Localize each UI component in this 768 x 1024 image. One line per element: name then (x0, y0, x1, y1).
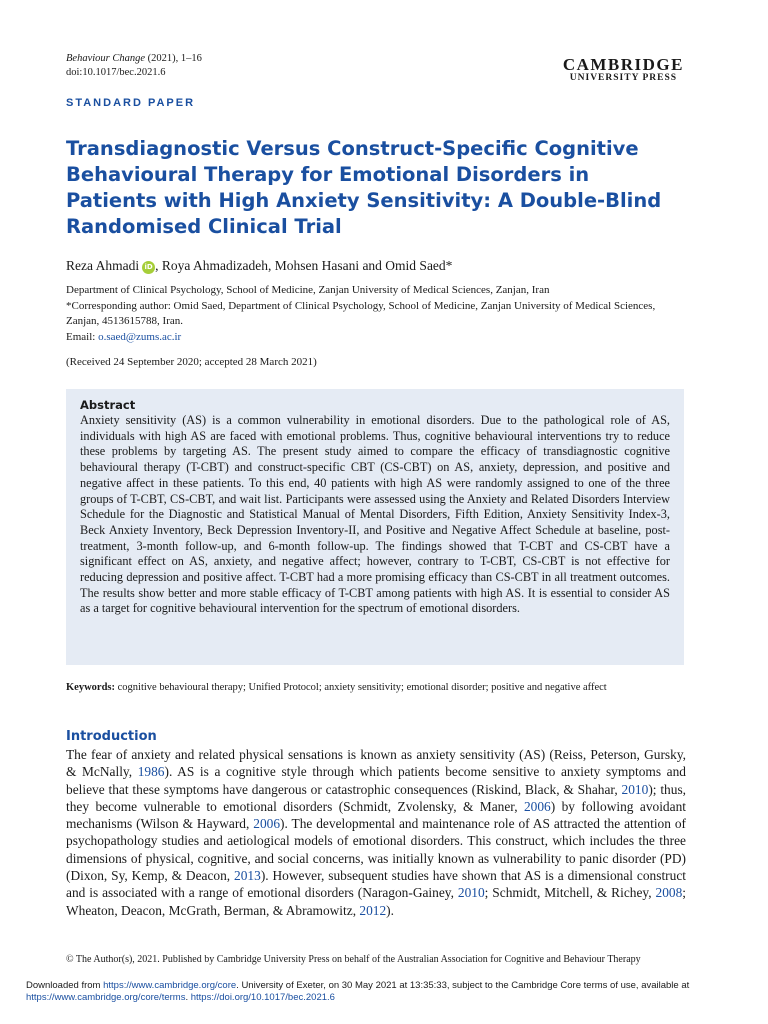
email-link[interactable]: o.saed@zums.ac.ir (98, 330, 182, 343)
abstract-heading: Abstract (80, 398, 136, 412)
author-list (66, 257, 452, 275)
introduction-paragraph (66, 746, 686, 919)
download-footer (26, 980, 746, 1004)
text-run: ; Schmidt, Mitchell, & Richey, (484, 885, 656, 901)
journal-doi: doi:10.1017/bec.2021.6 (66, 67, 166, 78)
footer-doi-link[interactable]: https://doi.org/10.1017/bec.2021.6 (190, 992, 335, 1003)
article-title: Transdiagnostic Versus Construct-Specific Cognitive Behavioural Therapy for Emotional Disorders in Patients with High Anxiety Sensitivity: A Double-Blind Randomised Clinical Trial (66, 137, 662, 238)
keywords-label: Keywords: (66, 682, 115, 693)
text-run: ). AS is a cognitive style through which patients become sensitive to anxiety symptoms and believe that these symptoms have dangerous or catastrophic consequences (Riskind, Black, & Shahar, (66, 764, 686, 797)
text-run: The fear of anxiety and related physical sensations is known as anxiety sensitivity (AS) (Reiss, Peterson, Gursky, & McNally, (66, 747, 686, 780)
citation-link[interactable]: 2006 (523, 798, 551, 814)
abstract-box (66, 389, 684, 665)
footer-terms-link[interactable]: https://www.cambridge.org/core/terms (26, 992, 186, 1003)
orcid-icon[interactable]: iD (142, 261, 155, 274)
journal-issue: (2021), 1–16 (145, 53, 202, 64)
text-run: ). The developmental and maintenance role of AS attracted the attention of psychopathology studies and aetiological models of emotional disorders. This construct, which includes the three dimensions of physical, cognitive, and social concerns, was initially known as vulnerability to panic disorder (PD) (Dixon, Sy, Kemp, & Deacon, (66, 816, 687, 884)
corresponding-author: *Corresponding author: Omid Saed, Department of Clinical Psychology, School of Medicine, Zanjan University of Medical Sciences, Zanjan, 4513615788, Iran. (66, 299, 656, 327)
keywords-text: cognitive behavioural therapy; Unified Protocol; anxiety sensitivity; emotional disorder; positive and negative affect (115, 682, 607, 693)
footer-text: . (185, 992, 191, 1003)
author-rest: , Roya Ahmadizadeh, Mohsen Hasani and Omid Saed* (155, 258, 453, 273)
text-run: ). However, subsequent studies have shown that AS is a dimensional construct and is associated with a range of emotional disorders (Naragon-Gainey, (66, 868, 686, 901)
publisher-logo (563, 56, 684, 84)
publisher-subname: UNIVERSITY PRESS (569, 73, 678, 83)
citation-link[interactable]: 2010 (457, 885, 485, 901)
affiliation-department: Department of Clinical Psychology, School of Medicine, Zanjan University of Medical Sciences, Zanjan, Iran (66, 284, 550, 296)
author-first: Reza Ahmadi (66, 258, 140, 273)
footer-core-link[interactable]: https://www.cambridge.org/core (103, 980, 237, 991)
copyright-notice: © The Author(s), 2021. Published by Cambridge University Press on behalf of the Australian Association for Cognitive and Behaviour Therapy (66, 954, 641, 965)
introduction-heading: Introduction (66, 729, 157, 744)
citation-link[interactable]: 2010 (621, 781, 649, 797)
text-run: ) by following avoidant mechanisms (Wilson & Hayward, (66, 798, 686, 832)
email-line (66, 330, 686, 346)
article-type-label: STANDARD PAPER (66, 97, 196, 109)
journal-name: Behaviour Change (66, 53, 146, 64)
text-run: ). (386, 902, 394, 918)
citation-link[interactable]: 2012 (359, 902, 387, 918)
text-run: ; Wheaton, Deacon, McGrath, Berman, & Abramowitz, (66, 885, 687, 918)
email-label: Email: (66, 330, 99, 343)
citation-link[interactable]: 1986 (137, 764, 165, 780)
keywords-line (66, 681, 696, 695)
affiliation-block (66, 283, 686, 345)
received-dates: (Received 24 September 2020; accepted 28 March 2021) (66, 356, 317, 368)
citation-link[interactable]: 2013 (234, 868, 261, 884)
citation-link[interactable]: 2008 (655, 885, 683, 901)
citation-link[interactable]: 2006 (253, 816, 281, 832)
journal-citation (66, 52, 202, 80)
publisher-name: CAMBRIDGE (562, 55, 684, 74)
abstract-text: Anxiety sensitivity (AS) is a common vulnerability in emotional disorders. Due to the pathological role of AS, individuals with high AS are faced with emotional problems. Thus, cognitive behavioural interventions try to reduce these problems by targeting AS. The present study aimed to compare the efficacy of transdiagnostic cognitive behavioural therapy (T-CBT) and construct-specific CBT (CS-CBT) on AS, anxiety, depression, and positive and negative affect in these patients. To this end, 40 patients with high AS were randomly assigned to one of the three groups of T-CBT, CS-CBT, and wait list. Participants were assessed using the Anxiety and Related Disorders Interview Schedule for the Diagnostic and Statistical Manual of Mental Disorders, Fifth Edition, Anxiety Sensitivity Index-3, Beck Anxiety Inventory, Beck Depression Inventory-II, and Positive and Negative Affect Schedule at baseline, post-treatment, 3-month follow-up, and 6-month follow-up. The findings showed that T-CBT and CS-CBT have a significant effect on AS, anxiety, and negative affect; however, contrary to T-CBT, CS-CBT is not effective for reducing depression and positive affect. T-CBT had a more promising efficacy than CS-CBT in all treatment outcomes. The results show better and more stable efficacy of T-CBT among patients with high AS. It is essential to consider AS as a target for cognitive behavioural intervention for the spectrum of emotional disorders. (80, 413, 670, 616)
footer-text: . University of Exeter, on 30 May 2021 at 13:35:33, subject to the Cambridge Core terms of use, available at (236, 980, 690, 991)
text-run: ); thus, they become vulnerable to emotional disorders (Schmidt, Zvolensky, & Maner, (66, 781, 687, 814)
footer-text: Downloaded from (26, 980, 104, 991)
